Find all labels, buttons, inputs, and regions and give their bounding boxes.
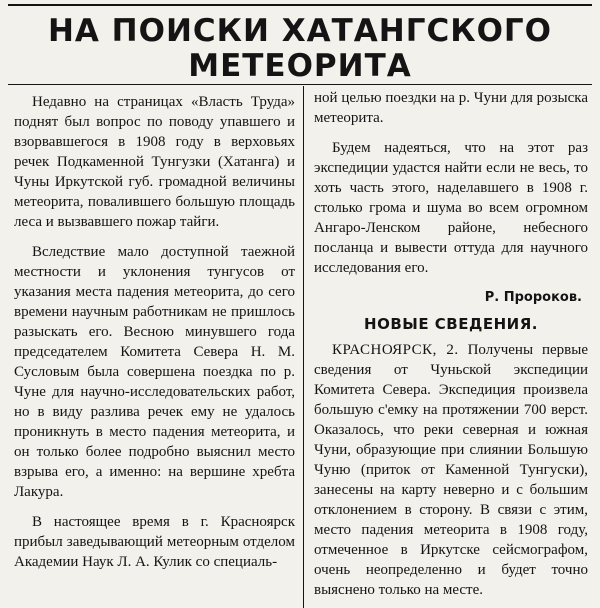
- author-signature: Р. Пророков.: [484, 290, 582, 305]
- headline-rule: [8, 84, 592, 85]
- headline: [8, 14, 592, 84]
- article-columns: [8, 86, 592, 608]
- right-column: [304, 86, 592, 608]
- paragraph-hope: Будем надеяться, что на этот раз экспедиции удастся найти если не весь, то хоть часть этого, наделавшего в 1908 г. столько грома и шума во всем огромном Ангаро-Ленском районе, небесного посланца и вывести оттуда для научного исследования его.: [314, 140, 588, 276]
- top-rule: [8, 4, 592, 6]
- paragraph-continued: ной целью поездки на р. Чуни для розыска метеорита.: [314, 90, 588, 126]
- paragraph-news: [314, 340, 588, 600]
- headline-line-1: НА ПОИСКИ ХАТАНГСКОГО: [47, 13, 553, 49]
- headline-line-2: МЕТЕОРИТА: [188, 48, 412, 84]
- subheading-news: НОВЫЕ СВЕДЕНИЯ.: [364, 315, 538, 333]
- paragraph-expedition: Вследствие мало доступной таежной местности и уклонения тунгусов от указания места падения метеорита, до сего времени научным работникам не пришлось разыскать его. Весною минувшего года председателем Комитета Севера Н. М. Сусловым была совершена поездка по р. Чуне для научно-исследовательских работ, но в виду разлива речек ему не удалось проникнуть в место падения метеорита, и он только более подробно выяснил место взрыва его, а именно: на вершине хребта Лакура.: [14, 244, 295, 500]
- dateline: КРАСНОЯРСК, 2.: [332, 342, 459, 358]
- paragraph-news-body: Получены первые сведения от Чуньской экспедиции Комитета Севера. Экспедиция произвела большую с'емку на протяжении 700 верст. Оказалось, что реки северная и южная Чуни, образующие при слиянии Большую Чуню (приток от Каменной Тунгуски), занесены на карту неверно и с большим отклонением в сторону. В связи с этим, место падения метеорита в 1908 году, отмеченное в Иркутске сейсмографом, очень неопределенно и будет точно выяснено только на месте.: [314, 342, 588, 598]
- paragraph-kulik: В настоящее время в г. Красноярск прибыл заведывающий метеорным отделом Академии Наук Л. А. Кулик со специаль-: [14, 514, 295, 570]
- paragraph-intro: Недавно на страницах «Власть Труда» поднят был вопрос по поводу упавшего и взорвавшегося в 1908 году в верховьях речек Подкаменной Тунгузки (Хатанга) и Чуны Иркутской губ. громадной величины метеорита, повалившего большую площадь леса и вызвавшего пожар тайги.: [14, 94, 295, 230]
- left-column: [8, 86, 304, 608]
